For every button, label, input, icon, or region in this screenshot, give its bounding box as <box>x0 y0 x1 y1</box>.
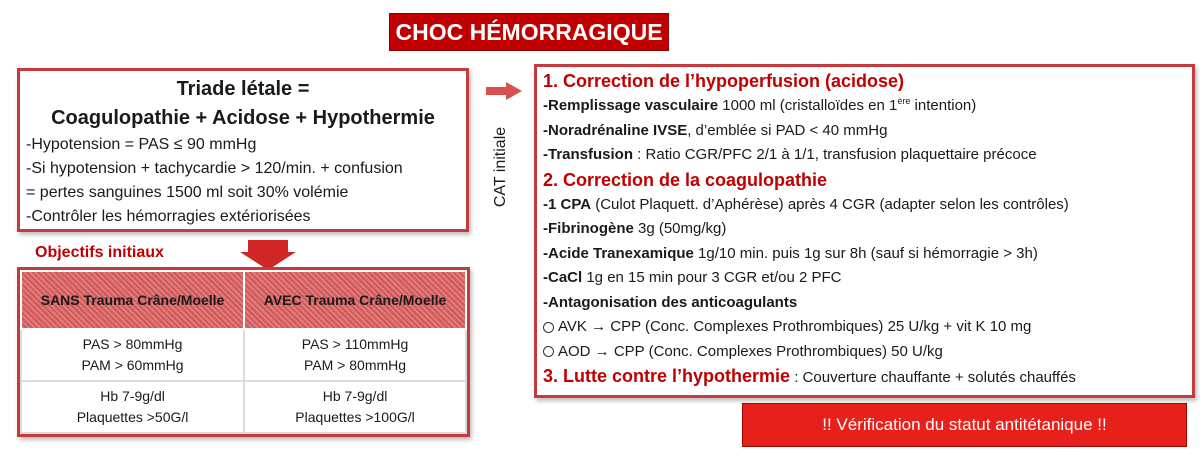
arrow-down-icon <box>240 240 296 270</box>
column-header-avec-trauma: AVEC Trauma Crâne/Moelle <box>244 271 466 329</box>
table-cell <box>244 329 466 381</box>
table-cell <box>21 381 244 433</box>
triad-panel <box>17 68 469 232</box>
cat-line: -1 CPA (Culot Plaquett. d’Aphérèse) après 4 CGR (adapter selon les contrôles) <box>543 195 1069 213</box>
cat-panel <box>534 64 1195 398</box>
triad-line: -Hypotension = PAS ≤ 90 mmHg <box>26 136 257 153</box>
column-header-sans-trauma: SANS Trauma Crâne/Moelle <box>21 271 244 329</box>
circle-bullet-icon <box>543 346 554 357</box>
cat-line: 3. Lutte contre l’hypothermie : Couverture chauffante + solutés chauffés <box>543 366 1076 386</box>
cat-line: -Fibrinogène 3g (50mg/kg) <box>543 220 727 237</box>
objectives-table <box>20 270 467 434</box>
table-cell <box>244 381 466 433</box>
cat-line: -Acide Tranexamique 1g/10 min. puis 1g sur 8h (sauf si hémorragie > 3h) <box>543 244 1038 262</box>
tetanus-warning-banner: !! Vérification du statut antitétanique !! <box>742 403 1187 447</box>
cat-line: -Remplissage vasculaire 1000 ml (cristalloïdes en 1ère intention) <box>543 96 977 114</box>
cell-line: PAS > 110mmHg <box>301 336 409 352</box>
section-heading-3: 3. Lutte contre l’hypothermie <box>543 366 791 386</box>
triad-heading-2: Coagulopathie + Acidose + Hypothermie <box>51 107 435 129</box>
table-row <box>21 329 466 381</box>
cat-subitem: AOD → CPP (Conc. Complexes Prothrombiques) 50 U/kg <box>543 340 1186 365</box>
page-title: CHOC HÉMORRAGIQUE <box>389 13 669 51</box>
arrow-right-icon <box>486 82 522 100</box>
cat-initiale-label: CAT initiale <box>492 126 510 208</box>
section-heading-2: 2. Correction de la coagulopathie <box>543 169 828 190</box>
cat-line: -Noradrénaline IVSE, d’emblée si PAD < 40 mmHg <box>543 121 888 139</box>
cell-line: Hb 7-9g/dl <box>100 388 165 404</box>
cat-line: -Antagonisation des anticoagulants <box>543 293 798 311</box>
section-heading-1: 1. Correction de l’hypoperfusion (acidose) <box>543 71 905 91</box>
cell-line: PAM > 80mmHg <box>304 357 407 373</box>
cat-line: -Transfusion : Ratio CGR/PFC 2/1 à 1/1, transfusion plaquettaire précoce <box>543 146 1037 163</box>
triad-line: -Si hypotension + tachycardie > 120/min. + confusion <box>26 160 403 177</box>
cell-line: PAM > 60mmHg <box>81 357 184 373</box>
table-row <box>21 381 466 433</box>
triad-heading-1: Triade létale = <box>176 78 310 100</box>
cell-line: Hb 7-9g/dl <box>322 388 388 404</box>
cell-line: Plaquettes >100G/l <box>295 409 415 425</box>
cat-subitem: AVK → CPP (Conc. Complexes Prothrombiques) 25 U/kg + vit K 10 mg <box>543 315 1186 340</box>
objectives-label: Objectifs initiaux <box>35 244 164 261</box>
objectives-table-panel <box>17 267 470 437</box>
cell-line: Plaquettes >50G/l <box>76 409 189 425</box>
cat-line: -CaCl 1g en 15 min pour 3 CGR et/ou 2 PFC <box>543 269 842 286</box>
cell-line: PAS > 80mmHg <box>82 336 183 352</box>
table-header-row <box>21 271 466 329</box>
triad-line: -Contrôler les hémorragies extériorisées <box>26 208 311 225</box>
circle-bullet-icon <box>543 322 554 333</box>
table-cell <box>21 329 244 381</box>
triad-line: = pertes sanguines 1500 ml soit 30% volémie <box>26 184 349 201</box>
